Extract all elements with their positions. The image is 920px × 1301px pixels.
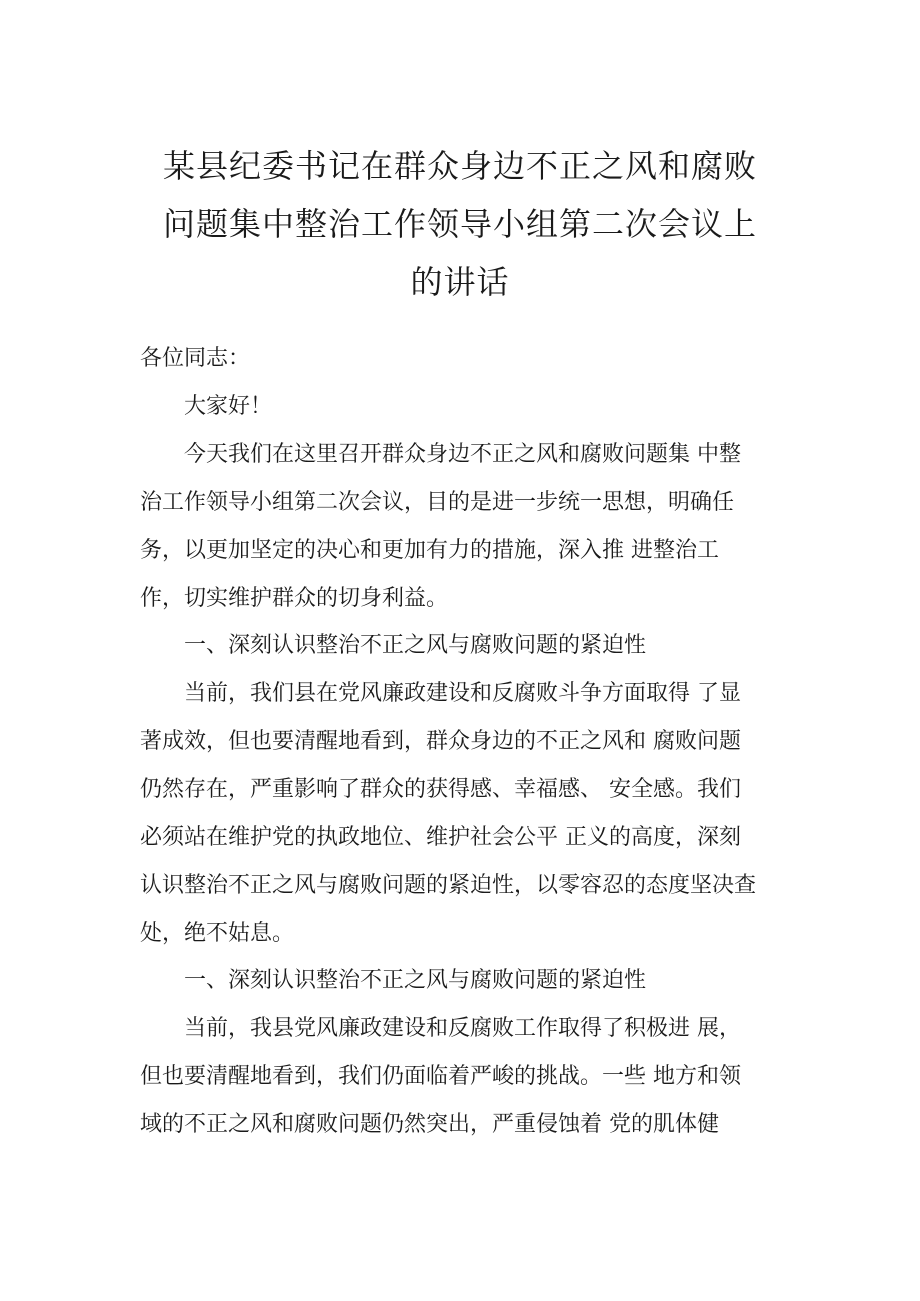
title-line-1: 某县纪委书记在群众身边不正之风和腐败	[162, 147, 757, 185]
paragraph-3: 当前，我县党风廉政建设和反腐败工作取得了积极进 展， 但也要清醒地看到，我们仍面临着严峻的挑战。一些 地方和领 域的不正之风和腐败问题仍然突出，严重侵蚀着 党的肌体健	[140, 1016, 741, 1137]
paragraph-2: 当前，我们县在党风廉政建设和反腐败斗争方面取得 了显 著成效，但也要清醒地看到，群众身边的不正之风和 腐败问题 仍然存在，严重影响了群众的获得感、幸福感、 安全感。我们 必须站在维护党的执政地位、维护社会公平 正义的高度，深刻 认识整治不正之风与腐败问题的紧迫性，以零容忍的态度坚决查 处，绝不姑息。	[140, 681, 757, 946]
salutation: 各位同志：	[140, 346, 251, 371]
title-line-2: 问题集中整治工作领导小组第二次会议上	[162, 205, 757, 243]
title-line-3: 的讲话	[410, 263, 510, 301]
paragraph-1: 今天我们在这里召开群众身边不正之风和腐败问题集 中整 治工作领导小组第二次会议，目的是进一步统一思想，明确任 务，以更加坚定的决心和更加有力的措施，深入推 进整治工 作，切实维护群众的切身利益。	[140, 442, 741, 611]
document-title	[140, 137, 780, 311]
section-heading-2: 一、深刻认识整治不正之风与腐败问题的紧迫性	[140, 968, 647, 993]
greeting: 大家好！	[140, 394, 273, 419]
section-heading-1: 一、深刻认识整治不正之风与腐败问题的紧迫性	[140, 633, 647, 658]
